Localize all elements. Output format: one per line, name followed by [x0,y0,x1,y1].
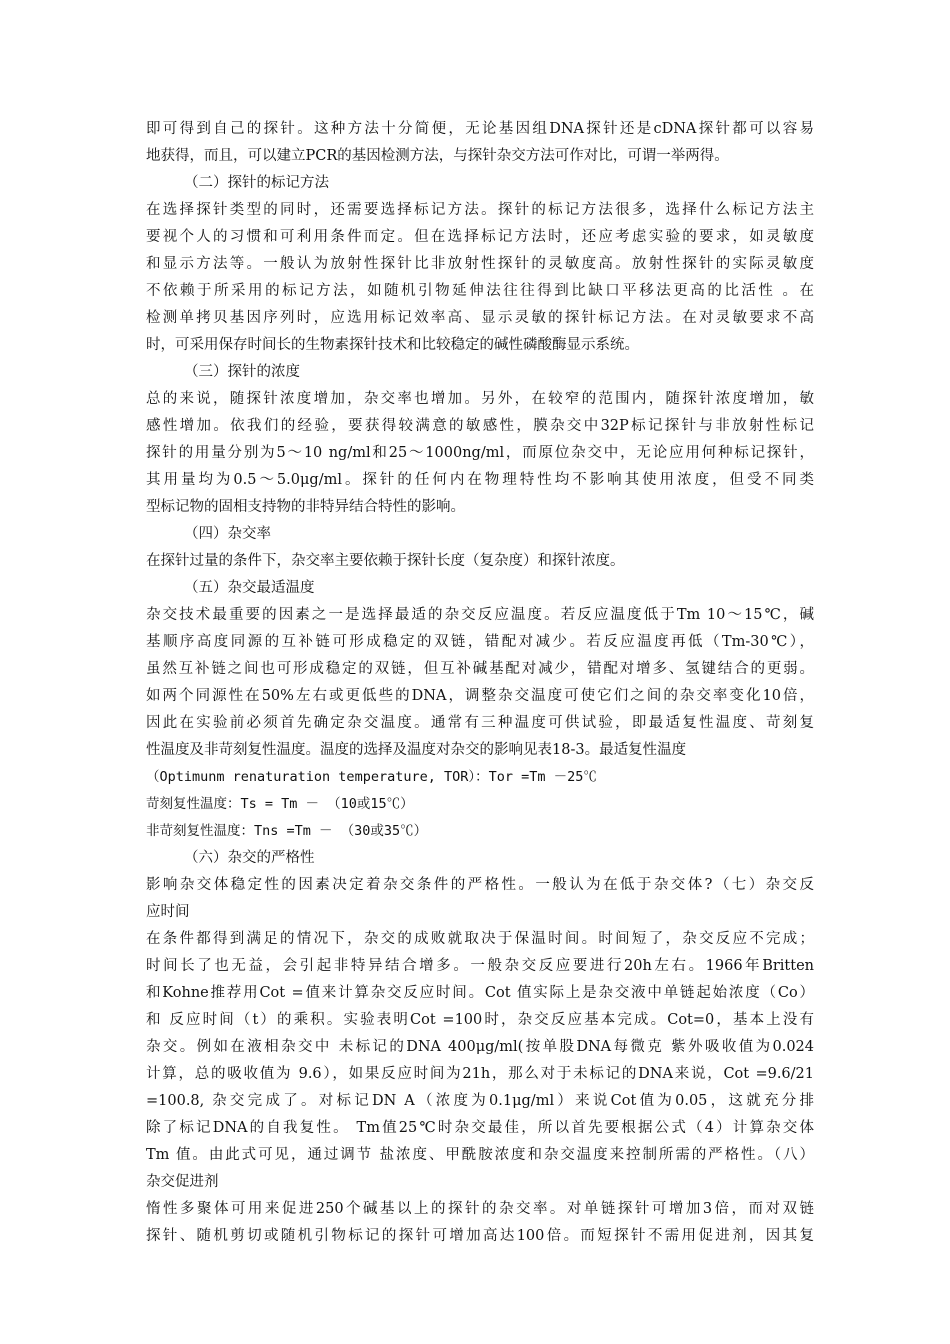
text-line: 非苛刻复性温度：Tns =Tm － （30或35℃） [146,823,428,839]
text-line: 在选择探针类型的同时，还需要选择标记方法。探针的标记方法很多，选择什么标记方法主 [146,202,814,218]
text-line: （Optimunm renaturation temperature, TOR）：Tor =Tm －25℃ [146,769,597,785]
text-line: 基顺序高度同源的互补链可形成稳定的双链，错配对减少。若反应温度再低（Tm-30℃）， [146,634,814,650]
text-line: 惰性多聚体可用来促进250个碱基以上的探针的杂交率。对单链探针可增加3倍，而对双链 [146,1201,814,1217]
text-line: 探针、随机剪切或随机引物标记的探针可增加高达100倍。而短探针不需用促进剂，因其复 [146,1228,814,1244]
text-line: 即可得到自己的探针。这种方法十分简便，无论基因组DNA探针还是cDNA探针都可以容易 [146,121,814,137]
text-line: 在条件都得到满足的情况下，杂交的成败就取决于保温时间。时间短了，杂交反应不完成； [146,931,814,947]
section-heading: （六）杂交的严格性 [184,850,315,866]
text-line: 在探针过量的条件下，杂交率主要依赖于探针长度（复杂度）和探针浓度。 [146,553,625,569]
text-line: 杂交促进剂 [146,1174,219,1190]
text-line: 感性增加。依我们的经验，要获得较满意的敏感性，膜杂交中32P标记探针与非放射性标记 [146,418,814,434]
text-line: 其用量均为0.5～5.0μg/ml。探针的任何内在物理特性均不影响其使用浓度，但受不同类 [146,472,814,488]
text-line: 因此在实验前必须首先确定杂交温度。通常有三种温度可供试验，即最适复性温度、苛刻复 [146,715,814,731]
text-line: 检测单拷贝基因序列时，应选用标记效率高、显示灵敏的探针标记方法。在对灵敏要求不高 [146,310,814,326]
text-line: 应时间 [146,904,190,920]
section-heading: （二）探针的标记方法 [184,175,329,191]
text-line: 和 反应时间（t）的乘积。实验表明Cot =100时，杂交反应基本完成。Cot=0，基本上没有 [146,1012,814,1028]
text-line: 不依赖于所采用的标记方法，如随机引物延伸法往往得到比缺口平移法更高的比活性 。在 [146,283,814,299]
text-line: 型标记物的固相支持物的非特异结合特性的影响。 [146,499,465,515]
text-line: 和Kohne推荐用Cot =值来计算杂交反应时间。Cot 值实际上是杂交液中单链起始浓度（Co） [146,985,814,1001]
text-line: 和显示方法等。一般认为放射性探针比非放射性探针的灵敏度高。放射性探针的实际灵敏度 [146,256,814,272]
text-line: 地获得，而且，可以建立PCR的基因检测方法，与探针杂交方法可作对比，可谓一举两得。 [146,148,729,164]
document-page [146,116,814,1250]
text-line: 要视个人的习惯和可利用条件而定。但在选择标记方法时，还应考虑实验的要求，如灵敏度 [146,229,814,245]
text-line: 除了标记DNA的自我复性。 Tm值25℃时杂交最佳，所以首先要根据公式（4）计算杂交体 [146,1120,814,1136]
text-line: 虽然互补链之间也可形成稳定的双链，但互补碱基配对减少，错配对增多、氢键结合的更弱。 [146,661,814,677]
text-line: 性温度及非苛刻复性温度。温度的选择及温度对杂交的影响见表18-3。最适复性温度 [146,742,687,758]
text-line: 总的来说，随探针浓度增加，杂交率也增加。另外，在较窄的范围内，随探针浓度增加，敏 [146,391,814,407]
text-line: 如两个同源性在50%左右或更低些的DNA，调整杂交温度可使它们之间的杂交率变化10倍， [146,688,814,704]
section-heading: （五）杂交最适温度 [184,580,315,596]
section-heading: （三）探针的浓度 [184,364,300,380]
text-line: 杂交技术最重要的因素之一是选择最适的杂交反应温度。若反应温度低于Tm 10～15℃，碱 [146,607,814,623]
text-line: 杂交。例如在液相杂交中 未标记的DNA 400μg/ml(按单股DNA每微克 紫外吸收值为0.024 [146,1039,814,1055]
text-line: =100.8, 杂交完成了。对标记DN A（浓度为0.1μg/ml）来说Cot值为0.05，这就充分排 [146,1093,814,1109]
text-line: 计算，总的吸收值为 9.6），如果反应时间为21h，那么对于未标记的DNA来说，Cot =9.6/21 [146,1066,814,1082]
text-line: 探针的用量分别为5～10 ng/ml和25～1000ng/ml，而原位杂交中，无论应用何种标记探针， [146,445,814,461]
text-line: 影响杂交体稳定性的因素决定着杂交条件的严格性。一般认为在低于杂交体?（七）杂交反 [146,877,814,893]
text-line: 苛刻复性温度：Ts = Tm － （10或15℃） [146,796,414,812]
text-line: 时，可采用保存时间长的生物素探针技术和比较稳定的碱性磷酸酶显示系统。 [146,337,639,353]
text-line: 时间长了也无益，会引起非特异结合增多。一般杂交反应要进行20h左右。1966年Britten [146,958,814,974]
text-line: Tm 值。由此式可见，通过调节 盐浓度、甲酰胺浓度和杂交温度来控制所需的严格性。（八） [146,1147,814,1163]
section-heading: （四）杂交率 [184,526,271,542]
